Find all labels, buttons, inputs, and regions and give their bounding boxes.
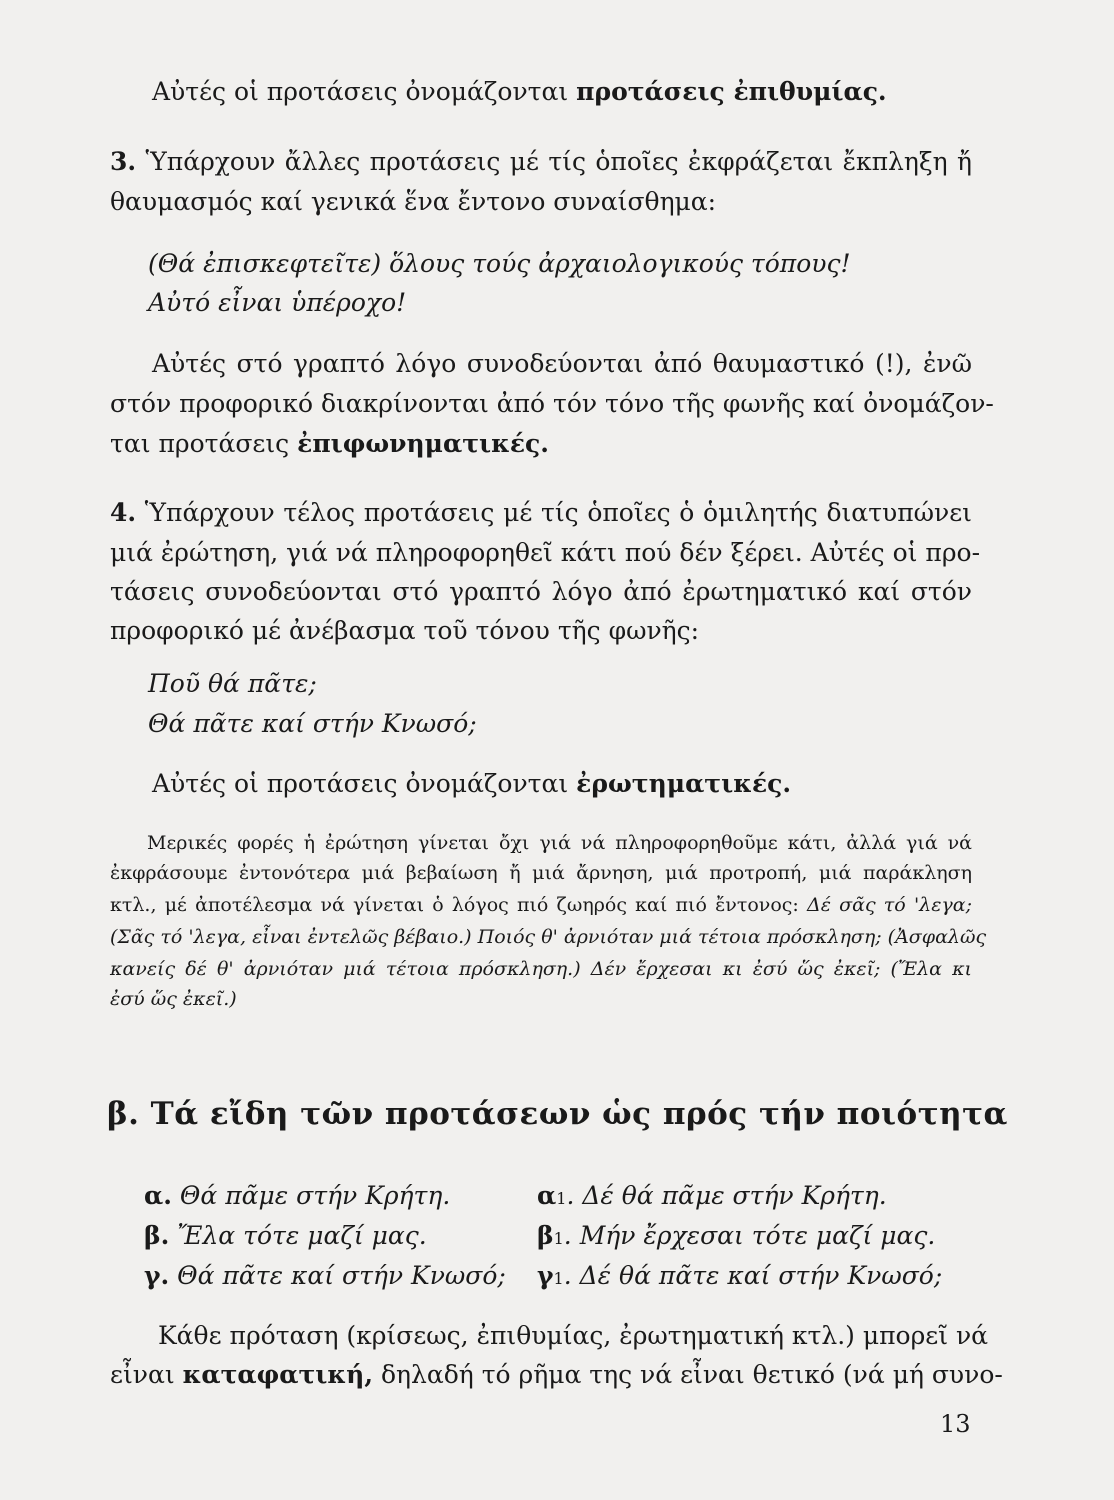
note-line-5: κανείς δέ θ' ἀρνιόταν μιά τέτοια πρόσκληση.) Δέν ἔρχεσαι κι ἐσύ ὥς ἐκεῖ; (Ἔλα κι [110, 958, 972, 980]
text: Ὑπάρχουν ἄλλες προτάσεις μέ τίς ὁποῖες ἐκφράζεται ἔκπληξη ἤ [136, 147, 972, 176]
final-paragraph-line-1: Κάθε πρόταση (κρίσεως, ἐπιθυμίας, ἐρωτηματική κτλ.) μπορεῖ νά [158, 1321, 989, 1350]
example-subscript: 1 [553, 1269, 564, 1288]
text: κτλ., μέ ἀποτέλεσμα νά γίνεται ὁ λόγος πιό ζωηρός καί πιό ἔντονος: [110, 894, 808, 916]
note-line-6: ἐσύ ὥς ἐκεῖ.) [110, 988, 237, 1010]
paragraph-exclamatory-line-2: στόν προφορικό διακρίνονται ἀπό τόν τόνο τῆς φωνῆς καί ὀνομάζον- [110, 389, 994, 418]
example-right-a1 [537, 1176, 887, 1219]
bold-term: προτάσεις ἐπιθυμίας. [576, 77, 887, 106]
paragraph-interrogative-conclusion [152, 764, 791, 804]
bold-term: ἐρωτηματικές. [576, 769, 792, 798]
bold-term: ἐπιφωνηματικές. [297, 429, 549, 458]
paragraph-3-line-1 [110, 142, 972, 182]
note-line-3 [110, 890, 972, 920]
example-exclamation-1: (Θά ἐπισκεφτεῖτε) ὅλους τούς ἀρχαιολογικούς τόπους! [148, 249, 851, 278]
example-right-c1 [537, 1256, 942, 1299]
text: Ὑπάρχουν τέλος προτάσεις μέ τίς ὁποῖες ὁ ὁμιλητής διατυπώνει [136, 498, 972, 527]
example-left-a [144, 1176, 450, 1216]
paragraph-4-line-1 [110, 493, 972, 533]
paragraph-number: 3. [110, 147, 137, 176]
example-left-b [144, 1216, 427, 1256]
example-question-1: Ποῦ θά πᾶτε; [148, 669, 317, 698]
paragraph-desire-conclusion [152, 72, 887, 112]
paragraph-number: 4. [110, 498, 137, 527]
paragraph-4-line-3: τάσεις συνοδεύονται στό γραπτό λόγο ἀπό ἐρωτηματικό καί στόν [110, 577, 972, 606]
example-label: α [537, 1181, 557, 1210]
paragraph-exclamatory-line-1: Αὐτές στό γραπτό λόγο συνοδεύονται ἀπό θαυμαστικό (!), ἐνῶ [152, 349, 972, 378]
example-exclamation-2: Αὐτό εἶναι ὑπέροχο! [148, 288, 407, 317]
example-text: Θά πᾶμε στήν Κρήτη. [171, 1181, 451, 1210]
example-label: α. [144, 1181, 172, 1210]
paragraph-3-line-2: θαυμασμός καί γενικά ἕνα ἔντονο συναίσθημα: [110, 187, 717, 216]
italic-example: Δέ σᾶς τό 'λεγα; [807, 894, 972, 916]
final-paragraph-line-2 [110, 1355, 1003, 1395]
example-text: . Μήν ἔρχεσαι τότε μαζί μας. [563, 1221, 936, 1250]
text: Αὐτές οἱ προτάσεις ὀνομάζονται [152, 77, 577, 106]
text: εἶναι [110, 1360, 183, 1389]
example-text: . Δέ θά πᾶτε καί στήν Κνωσό; [563, 1261, 943, 1290]
example-left-c [144, 1256, 506, 1296]
example-text: . Δέ θά πᾶμε στήν Κρήτη. [566, 1181, 887, 1210]
note-line-4: (Σᾶς τό 'λεγα, εἶναι ἐντελῶς βέβαιο.) Ποιός θ' ἀρνιόταν μιά τέτοια πρόσκληση; (Ἀσφαλῶς [110, 926, 987, 948]
text: δηλαδή τό ρῆμα της νά εἶναι θετικό (νά μή συνο- [373, 1360, 1003, 1389]
text: Αὐτές οἱ προτάσεις ὀνομάζονται [152, 769, 577, 798]
paragraph-exclamatory-line-3 [110, 424, 549, 464]
bold-term: καταφατική, [182, 1360, 374, 1389]
example-text: Θά πᾶτε καί στήν Κνωσό; [169, 1261, 506, 1290]
page-number: 13 [940, 1410, 971, 1438]
note-line-2: ἐκφράσουμε ἐντονότερα μιά βεβαίωση ἤ μιά ἄρνηση, μιά προτροπή, μιά παράκληση [110, 862, 972, 884]
example-right-b1 [537, 1216, 935, 1259]
note-line-1: Μερικές φορές ἡ ἐρώτηση γίνεται ὄχι γιά νά πληροφορηθοῦμε κάτι, ἀλλά γιά νά [147, 832, 972, 854]
example-subscript: 1 [556, 1189, 567, 1208]
example-text: Ἔλα τότε μαζί μας. [169, 1221, 427, 1250]
example-label: γ [537, 1261, 554, 1290]
example-label: γ. [144, 1261, 170, 1290]
section-heading: β. Τά εἴδη τῶν προτάσεων ὡς πρός τήν ποιότητα [107, 1096, 1008, 1132]
example-question-2: Θά πᾶτε καί στήν Κνωσό; [148, 709, 477, 738]
paragraph-4-line-4: προφορικό μέ ἀνέβασμα τοῦ τόνου τῆς φωνῆς: [110, 616, 700, 645]
text: ται προτάσεις [110, 429, 298, 458]
example-subscript: 1 [553, 1229, 564, 1248]
paragraph-4-line-2: μιά ἐρώτηση, γιά νά πληροφορηθεῖ κάτι πού δέν ξέρει. Αὐτές οἱ προ- [110, 538, 981, 567]
example-label: β [537, 1221, 554, 1250]
example-label: β. [144, 1221, 170, 1250]
